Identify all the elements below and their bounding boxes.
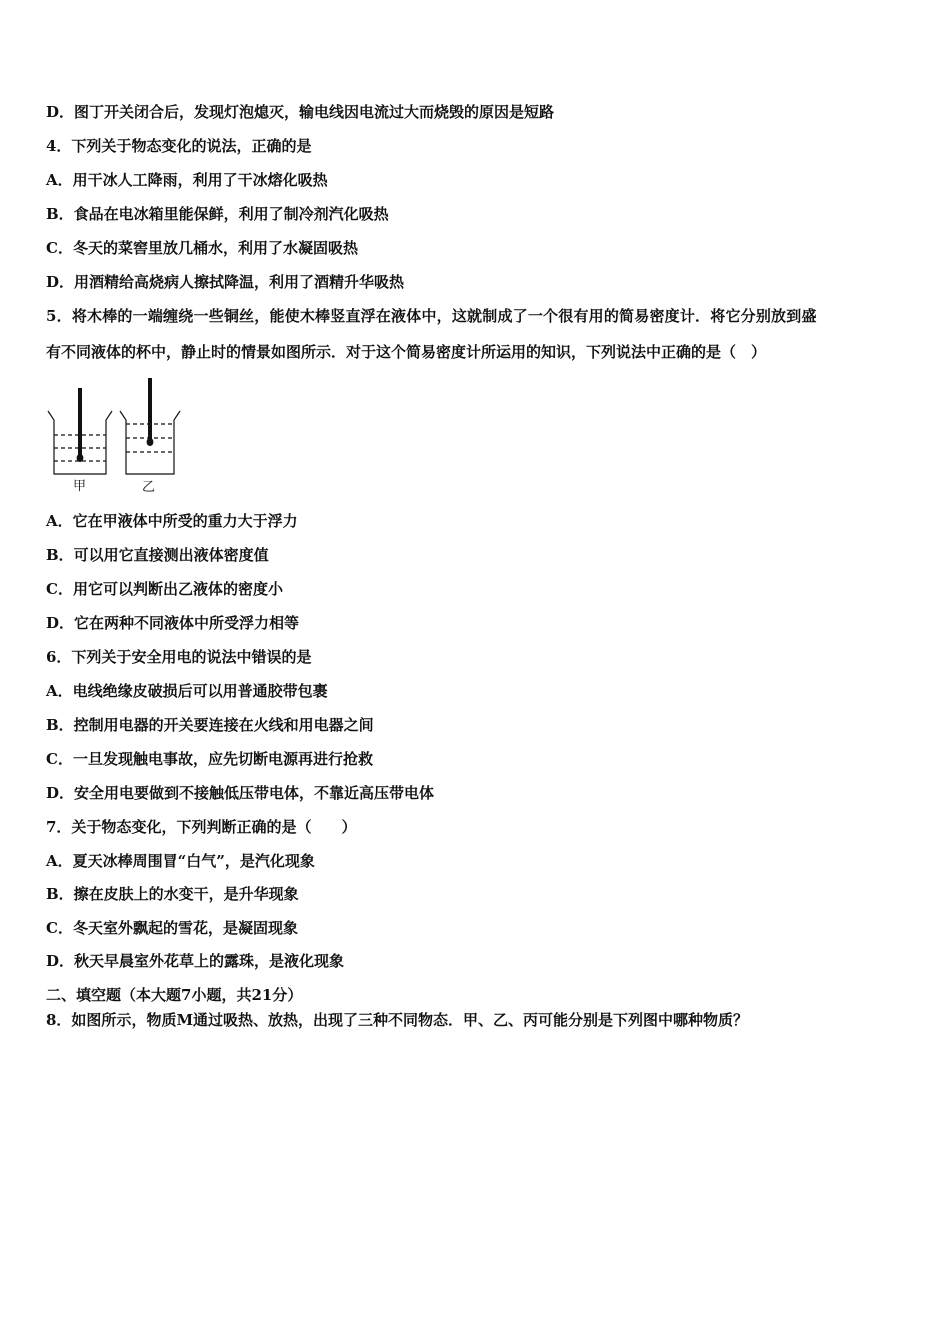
q6-option-c: C．一旦发现触电事故，应先切断电源再进行抢救	[46, 750, 373, 768]
q7-option-b: B．擦在皮肤上的水变干，是升华现象	[46, 885, 299, 903]
q7-option-d: D．秋天早晨室外花草上的露珠，是液化现象	[46, 952, 345, 970]
q6-option-b: B．控制用电器的开关要连接在火线和用电器之间	[46, 716, 374, 734]
q7-stem: 7．关于物态变化，下列判断正确的是（ ）	[46, 818, 357, 836]
q6-option-d: D．安全用电要做到不接触低压带电体，不靠近高压带电体	[46, 784, 435, 802]
q8-stem: 8．如图所示，物质M通过吸热、放热，出现了三种不同物态．甲、乙、丙可能分别是下列图中哪种物质？	[46, 1011, 749, 1029]
q7-option-c: C．冬天室外飘起的雪花，是凝固现象	[46, 919, 298, 937]
q4-option-d: D．用酒精给高烧病人擦拭降温，利用了酒精升华吸热	[46, 273, 405, 291]
q4-option-a: A．用干冰人工降雨，利用了干冰熔化吸热	[46, 171, 328, 189]
q5-option-b: B．可以用它直接测出液体密度值	[46, 546, 269, 564]
densimeter-jia	[77, 388, 84, 462]
q4-option-b: B．食品在电冰箱里能保鲜，利用了制冷剂汽化吸热	[46, 205, 389, 223]
beakers-diagram	[46, 378, 186, 482]
q5-option-d: D．它在两种不同液体中所受浮力相等	[46, 614, 300, 632]
q4-option-c: C．冬天的菜窖里放几桶水，利用了水凝固吸热	[46, 239, 358, 257]
q5-option-a: A．它在甲液体中所受的重力大于浮力	[46, 512, 298, 530]
section-heading-fill-in: 二、填空题（本大题7小题，共21分）	[46, 986, 303, 1004]
q3-option-d: D．图丁开关闭合后，发现灯泡熄灭，输电线因电流过大而烧毁的原因是短路	[46, 103, 555, 121]
q5-stem-line2: 有不同液体的杯中，静止时的情景如图所示．对于这个简易密度计所运用的知识，下列说法中正确的是（ ）	[46, 343, 767, 361]
q5-option-c: C．用它可以判断出乙液体的密度小	[46, 580, 283, 598]
figure-label-yi: 乙	[142, 480, 156, 495]
densimeter-figure	[46, 378, 186, 496]
q6-stem: 6．下列关于安全用电的说法中错误的是	[46, 648, 312, 666]
q6-option-a: A．电线绝缘皮破损后可以用普通胶带包裹	[46, 682, 328, 700]
q7-option-a: A．夏天冰棒周围冒“白气”，是汽化现象	[46, 852, 315, 870]
q4-stem: 4．下列关于物态变化的说法，正确的是	[46, 137, 312, 155]
q5-stem-line1: 5．将木棒的一端缠绕一些铜丝，能使木棒竖直浮在液体中，这就制成了一个很有用的简易密度计．将它分别放到盛	[46, 307, 817, 325]
densimeter-yi	[147, 378, 154, 446]
figure-label-jia: 甲	[73, 479, 87, 494]
